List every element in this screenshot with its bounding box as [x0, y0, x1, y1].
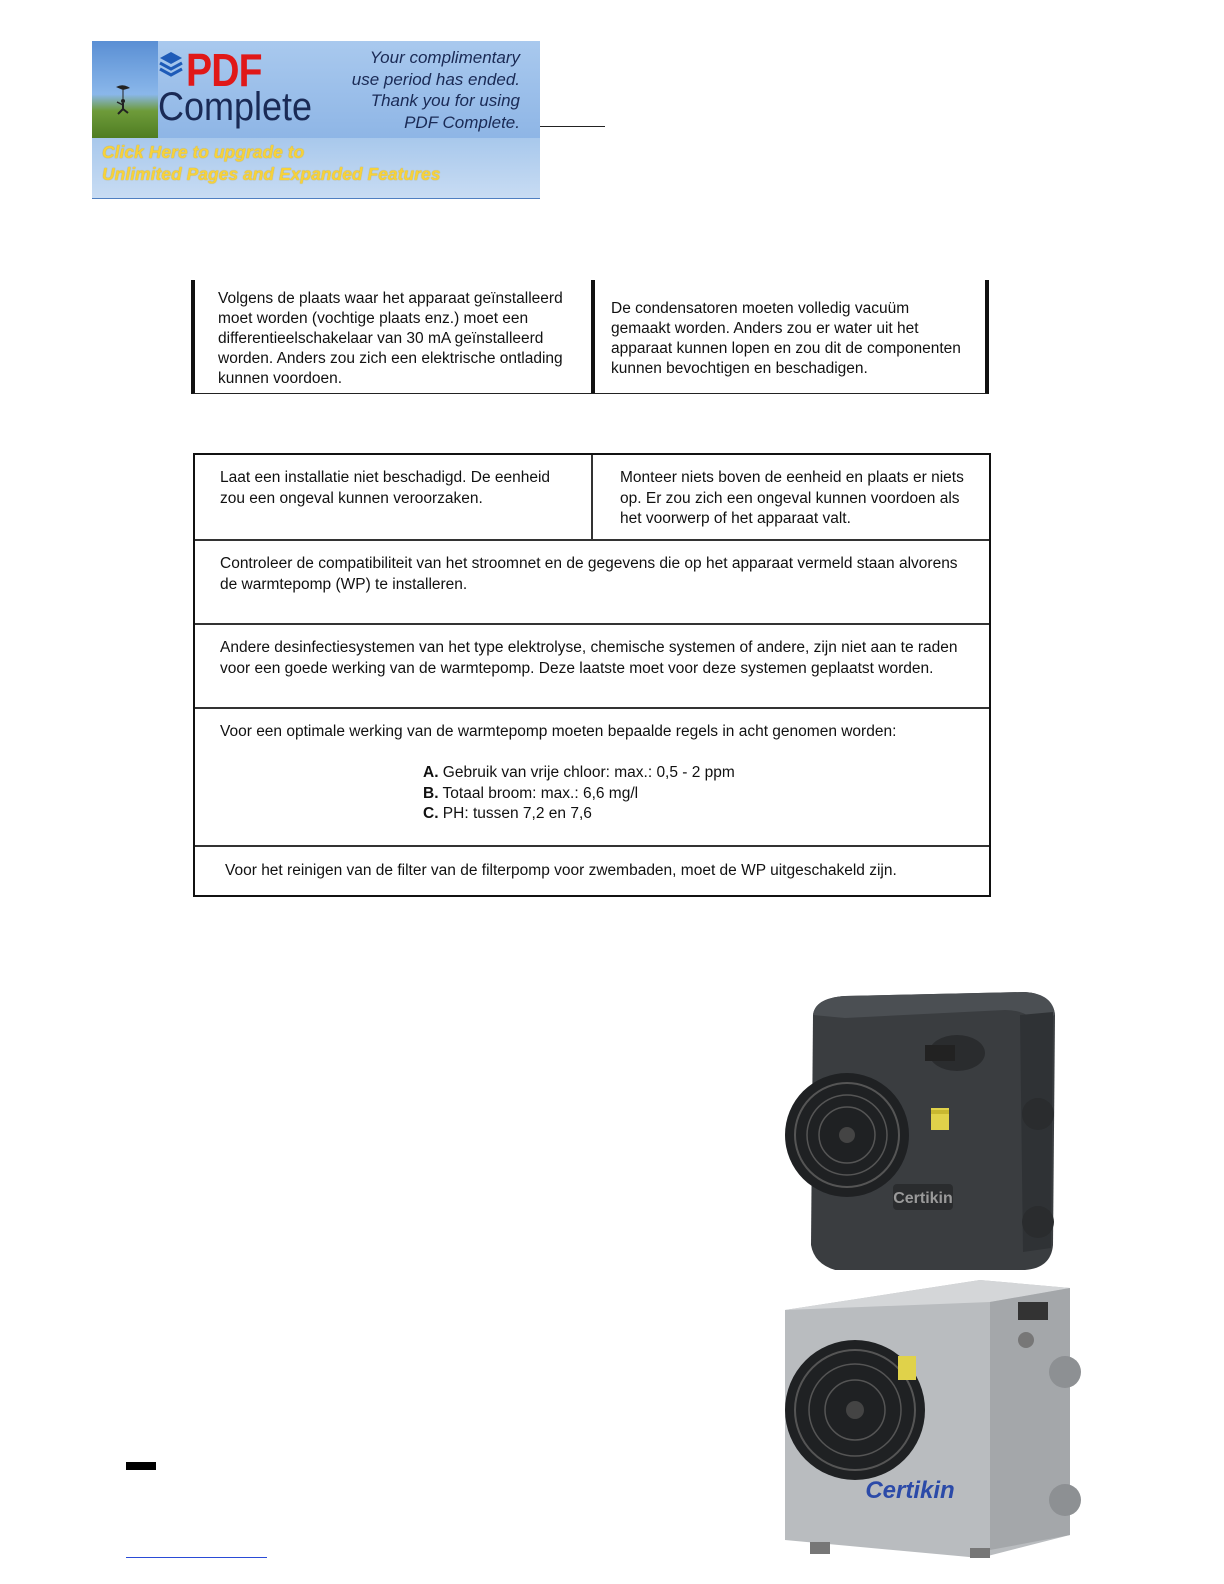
layers-icon	[158, 50, 184, 80]
message-line: use period has ended.	[351, 69, 520, 89]
cell-text: Monteer niets boven de eenheid en plaats er niets op. Er zou zich een ongeval kunnen voordoen als het voorwerp of het apparaat valt.	[620, 469, 964, 527]
banner-photo	[92, 41, 158, 138]
warning-table-1	[191, 280, 989, 395]
cell-text: Andere desinfectiesystemen van het type elektrolyse, chemische systemen of andere, zijn niet aan te raden voor een goede werking van de warmtepomp. Deze laatste moet voor deze systemen geplaatst worden.	[220, 639, 958, 677]
table-row	[195, 539, 989, 624]
upgrade-link[interactable]	[92, 138, 540, 198]
rule-letter: A.	[423, 764, 439, 781]
message-line: Thank you for using	[370, 91, 520, 110]
jumping-person-icon	[114, 85, 132, 115]
header-rule	[540, 126, 605, 127]
table-row	[195, 623, 989, 708]
brand-label: Certikin	[893, 1190, 953, 1207]
certikin-logo-dark	[893, 1184, 953, 1210]
cell-text: Controleer de compatibiliteit van het stroomnet en de gegevens die op het apparaat vermeld staan alvorens de warmtepomp (WP) te installeren.	[220, 555, 958, 593]
heat-pump-silver-image	[780, 1280, 1082, 1558]
message-line: Your complimentary	[369, 48, 520, 67]
cell-text: Voor een optimale werking van de warmtepomp moeten bepaalde regels in acht genomen worden:	[220, 723, 897, 740]
water-rules-list	[423, 763, 735, 825]
upgrade-line[interactable]: Click Here to upgrade to	[102, 142, 305, 162]
table-row	[195, 455, 989, 539]
rule-text: PH: tussen 7,2 en 7,6	[438, 805, 592, 822]
rule-item	[423, 763, 735, 784]
table-row	[195, 707, 989, 846]
certikin-logo-silver: Certikin	[865, 1477, 955, 1504]
warning-cell-condensers	[591, 280, 989, 394]
table-row	[195, 845, 989, 895]
cell-text: Volgens de plaats waar het apparaat geïnstalleerd moet worden (vochtige plaats enz.) moet een differentieelschakelaar van 30 mA geïnstalleerd worden. Anders zou zich een elektrische ontlading kunnen voordoen.	[218, 290, 563, 387]
rule-text: Gebruik van vrije chloor: max.: 0,5 - 2 ppm	[438, 764, 735, 781]
rule-letter: C.	[423, 805, 439, 822]
footer-mark	[126, 1462, 156, 1470]
upgrade-line[interactable]: Unlimited Pages and Expanded Features	[102, 164, 441, 184]
cell-text: Voor het reinigen van de filter van de filterpomp voor zwembaden, moet de WP uitgeschakeld zijn.	[225, 862, 897, 879]
complete-logo-text: Complete	[158, 85, 313, 129]
warning-cell-installation	[195, 455, 593, 539]
warning-table-2	[193, 453, 991, 897]
warning-cell-differential-switch	[191, 280, 595, 394]
footer-link-underline[interactable]	[126, 1557, 267, 1558]
cell-text: De condensatoren moeten volledig vacuüm gemaakt worden. Anders zou er water uit het apparaat kunnen lopen en zou dit de componenten kunnen bevochtigen en beschadigen.	[611, 300, 961, 377]
expired-message	[352, 47, 520, 133]
heat-pump-dark-image	[785, 990, 1057, 1270]
pdf-complete-upgrade-banner[interactable]	[92, 41, 540, 199]
rule-letter: B.	[423, 784, 439, 802]
pdf-logo-text: PDF	[186, 44, 262, 96]
rule-item	[423, 784, 735, 805]
cell-text: Laat een installatie niet beschadigd. De eenheid zou een ongeval kunnen veroorzaken.	[220, 469, 551, 507]
rule-text: Totaal broom: max.: 6,6 mg/l	[438, 784, 639, 802]
message-line: PDF Complete.	[404, 112, 520, 132]
rule-item	[423, 804, 735, 825]
